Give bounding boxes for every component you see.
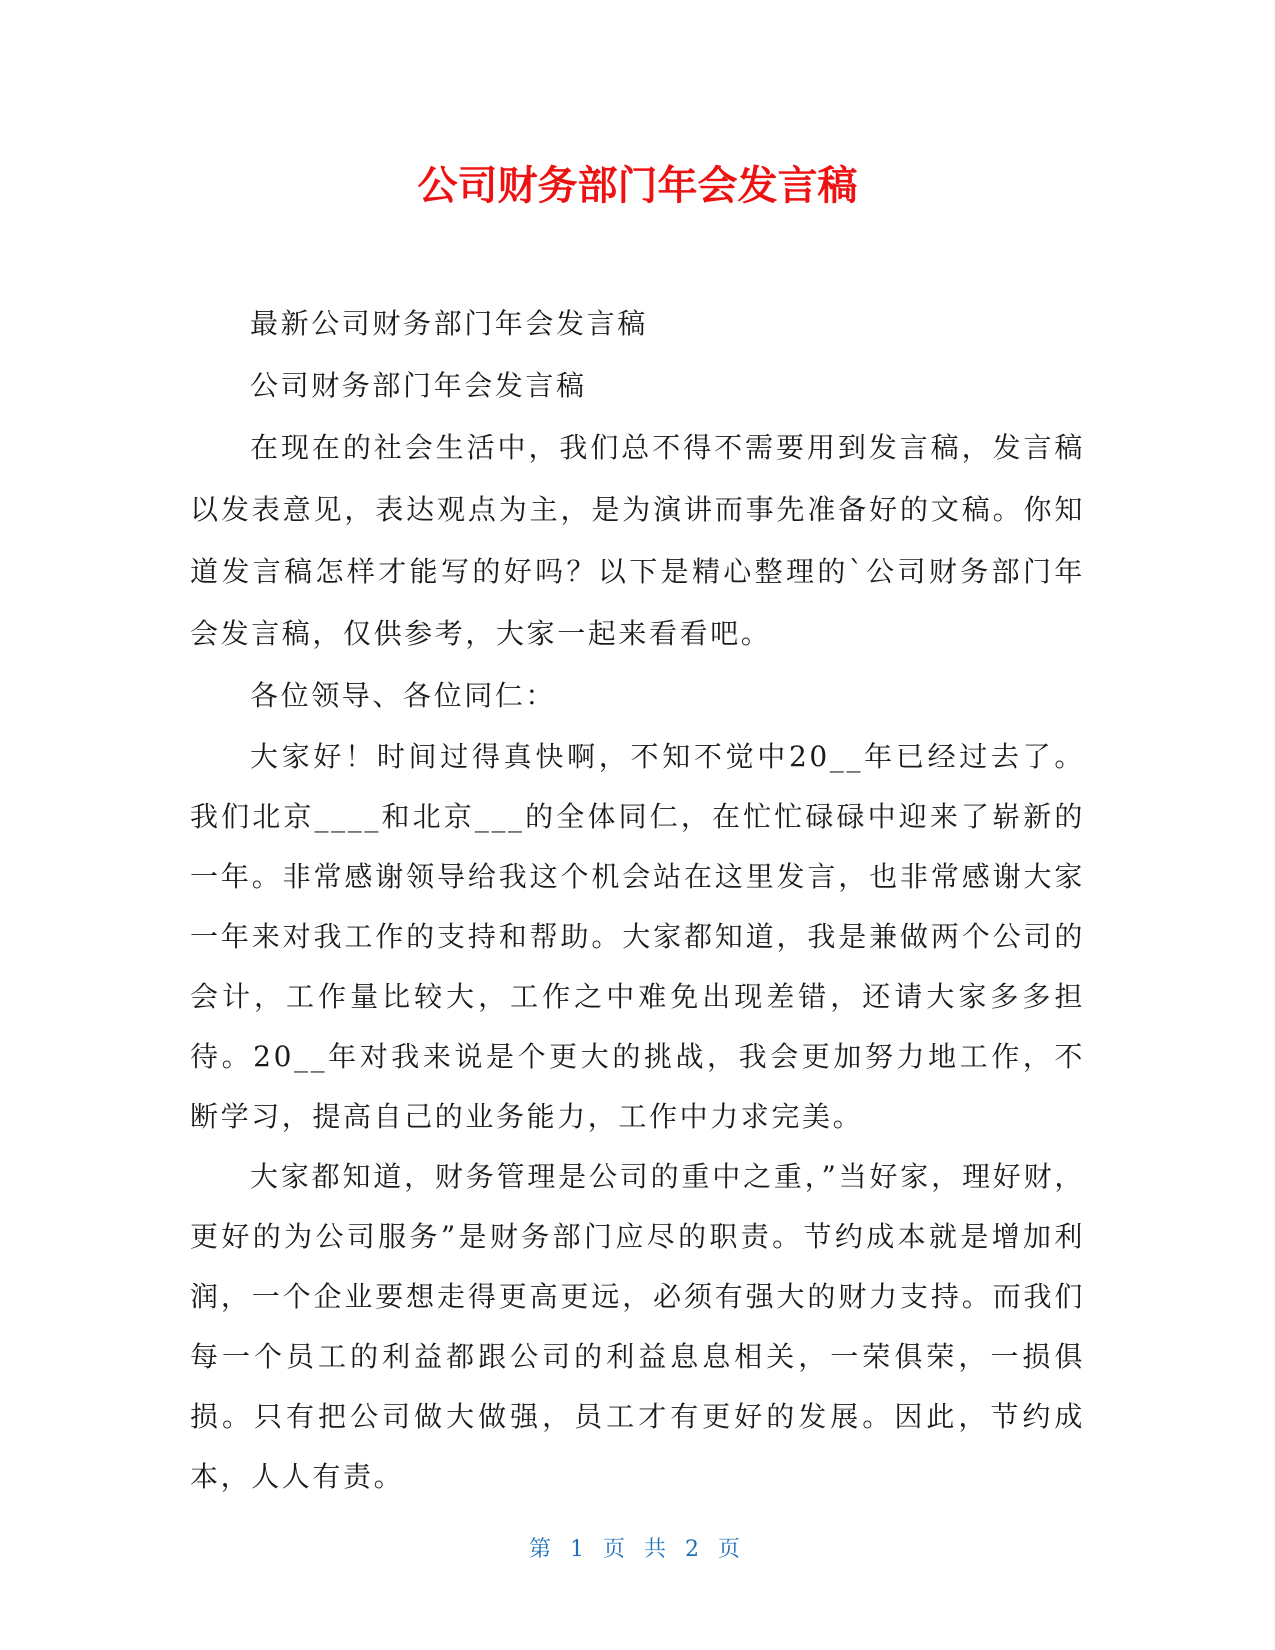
body-paragraph-1: 大家好！时间过得真快啊，不知不觉中20__年已经过去了。我们北京____和北京___的全体同仁，在忙忙碌碌中迎来了崭新的一年。非常感谢领导给我这个机会站在这里发言，也非常感谢大家一年来对我工作的支持和帮助。大家都知道，我是兼做两个公司的会计，工作量比较大，工作之中难免出现差错，还请大家多多担待。20__年对我来说是个更大的挑战，我会更加努力地工作，不断学习，提高自己的业务能力，工作中力求完美。 (190, 740, 1085, 1133)
heading-paragraph: 公司财务部门年会发言稿 (250, 369, 587, 402)
subtitle-paragraph: 最新公司财务部门年会发言稿 (250, 307, 648, 340)
document-body (190, 293, 1085, 1507)
intro-paragraph: 在现在的社会生活中，我们总不得不需要用到发言稿，发言稿以发表意见，表达观点为主，是为演讲而事先准备好的文稿。你知道发言稿怎样才能写的好吗？以下是精心整理的`公司财务部门年会发言稿，仅供参考，大家一起来看看吧。 (190, 431, 1085, 650)
page-footer (0, 1532, 1275, 1563)
document-title: 公司财务部门年会发言稿 (417, 163, 858, 209)
salutation-paragraph: 各位领导、各位同仁： (250, 679, 557, 712)
page-number: 第 1 页 共 2 页 (529, 1537, 746, 1562)
body-paragraph-2: 大家都知道，财务管理是公司的重中之重，”当好家，理好财，更好的为公司服务”是财务部门应尽的职责。节约成本就是增加利润，一个企业要想走得更高更远，必须有强大的财力支持。而我们每一个员工的利益都跟公司的利益息息相关，一荣俱荣，一损俱损。只有把公司做大做强，员工才有更好的发展。因此，节约成本，人人有责。 (190, 1160, 1085, 1493)
